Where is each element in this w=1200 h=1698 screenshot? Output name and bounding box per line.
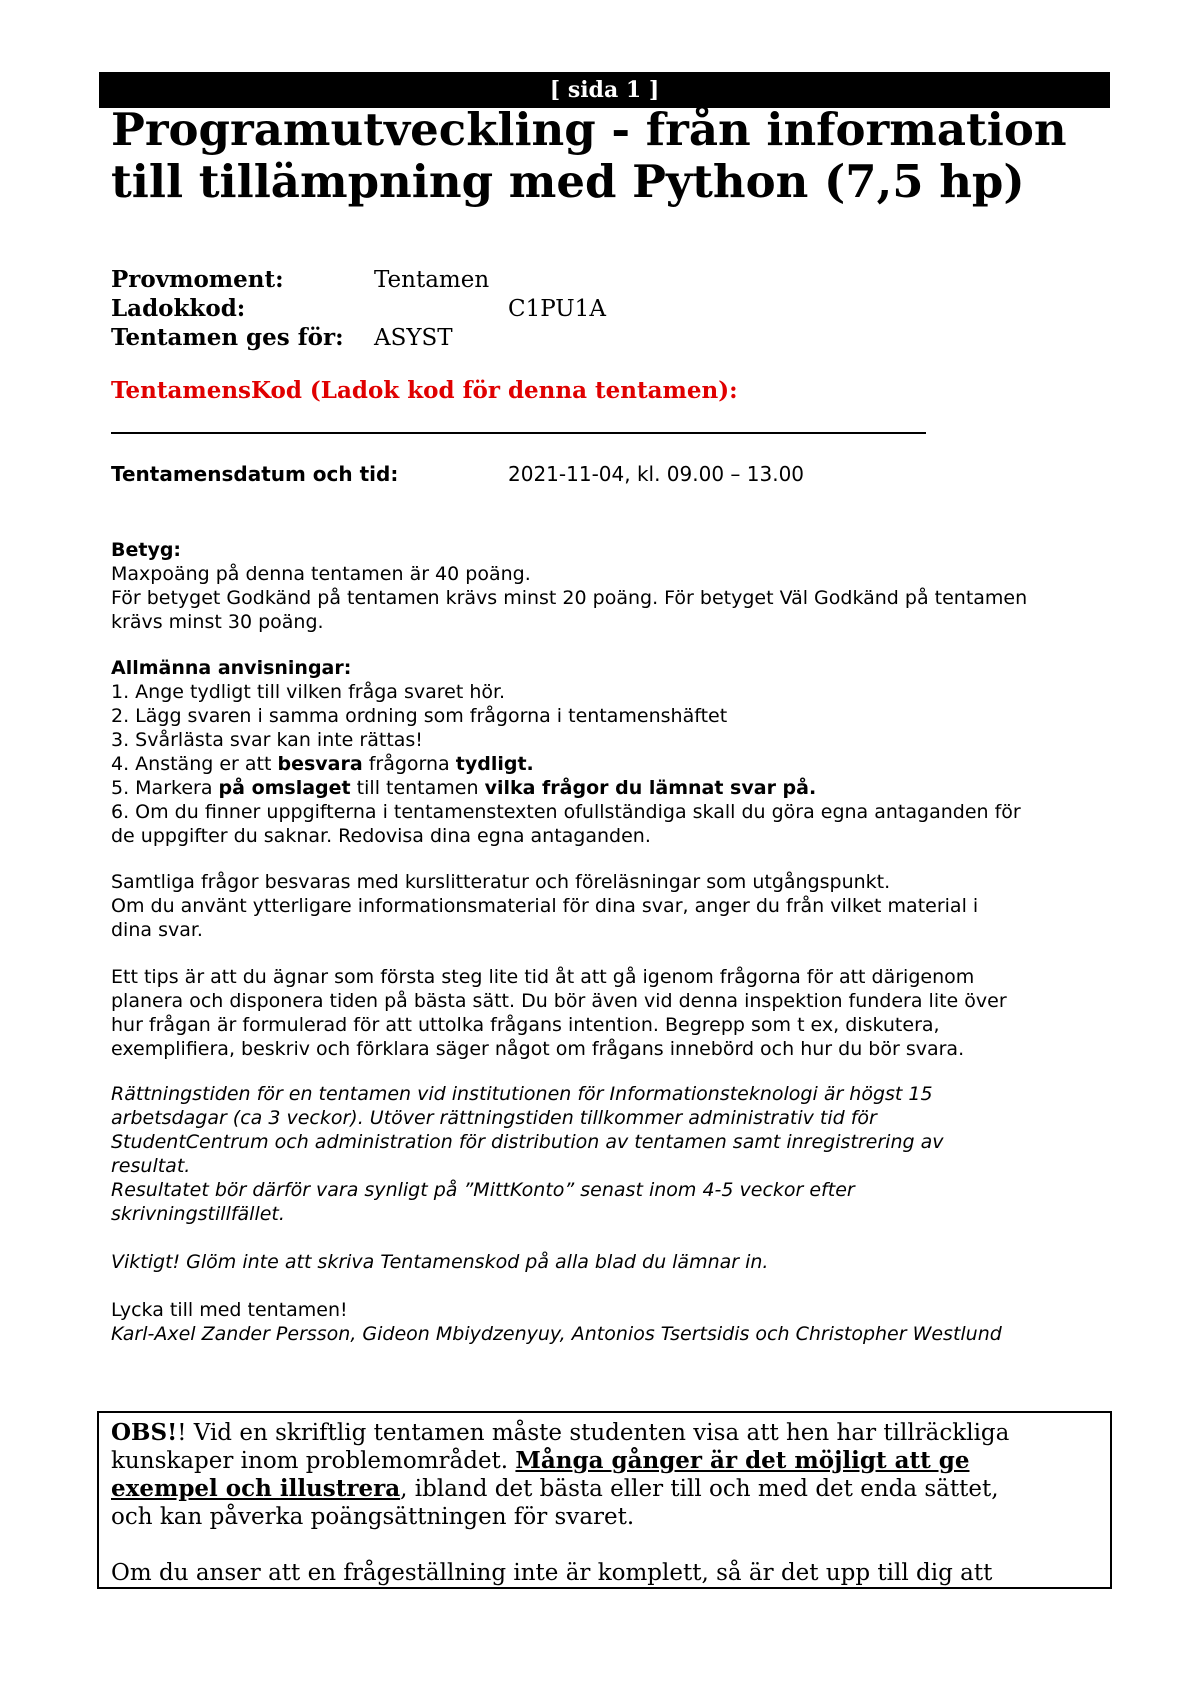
anvisningar-section: [111, 656, 1111, 848]
provmoment-label: Provmoment:: [111, 266, 284, 293]
anvisningar-heading: Allmänna anvisningar:: [111, 657, 352, 679]
ladokkod-label: Ladokkod:: [111, 295, 246, 322]
betyg-line: krävs minst 30 poäng.: [111, 611, 324, 633]
obs-line: kunskaper inom problemområdet. Många gånger är det möjligt att ge: [111, 1447, 970, 1474]
samtliga-paragraph: Samtliga frågor besvaras med kurslitteratur och föreläsningar som utgångspunkt. Om du använt ytterligare informationsmaterial för dina svar, anger du från vilket material i dina svar.: [111, 871, 979, 941]
course-title-line-2: till tillämpning med Python (7,5 hp): [111, 155, 1025, 208]
closing-authors: Karl-Axel Zander Persson, Gideon Mbiydzenyuy, Antonios Tsertsidis och Christopher Westlund: [111, 1323, 1002, 1345]
closing-section: [111, 1298, 1111, 1346]
course-title-line-1: Programutveckling - från information: [111, 103, 1067, 156]
obs-line: OBS!! Vid en skriftlig tentamen måste studenten visa att hen har tillräckliga: [111, 1419, 1010, 1446]
anvisning-item: 6. Om du finner uppgifterna i tentamenstexten ofullständiga skall du göra egna antaganden för: [111, 801, 1021, 823]
viktigt-note: Viktigt! Glöm inte att skriva Tentamenskod på alla blad du lämnar in.: [111, 1251, 769, 1273]
exam-date-label: Tentamensdatum och tid:: [111, 462, 399, 486]
obs-line: exempel och illustrera, ibland det bästa eller till och med det enda sättet,: [111, 1475, 999, 1502]
anvisning-item: 5. Markera på omslaget till tentamen vilka frågor du lämnat svar på.: [111, 777, 817, 799]
betyg-line: För betyget Godkänd på tentamen krävs minst 20 poäng. För betyget Väl Godkänd på tentamen: [111, 587, 1028, 609]
obs-line: Om du anser att en frågeställning inte är komplett, så är det upp till dig att: [111, 1560, 993, 1586]
anvisning-item: 4. Anstäng er att besvara frågorna tydligt.: [111, 753, 534, 775]
anvisning-item: 2. Lägg svaren i samma ordning som frågorna i tentamenshäftet: [111, 705, 728, 727]
obs-notice-box: [97, 1411, 1112, 1589]
provmoment-value: Tentamen: [374, 267, 490, 293]
tentamenskod-write-line: [111, 432, 926, 434]
betyg-line: Maxpoäng på denna tentamen är 40 poäng.: [111, 563, 531, 585]
exam-date-value: 2021-11-04, kl. 09.00 – 13.00: [508, 462, 805, 486]
betyg-heading: Betyg:: [111, 539, 182, 561]
anvisning-item: de uppgifter du saknar. Redovisa dina egna antaganden.: [111, 825, 651, 847]
tips-paragraph: Ett tips är att du ägnar som första steg lite tid åt att gå igenom frågorna för att därigenom planera och disponera tiden på bästa sätt. Du bör även vid denna inspektion fundera lite över hur frågan är formulerad för att uttolka frågans intention. Begrepp som t ex, diskutera, exemplifiera, beskriv och förklara säger något om frågans innebörd och hur du bör svara.: [111, 966, 1007, 1060]
ges-for-label: Tentamen ges för:: [111, 324, 344, 351]
obs-line: och kan påverka poängsättningen för svaret.: [111, 1504, 635, 1530]
course-title: [111, 104, 1111, 208]
closing-greeting: Lycka till med tentamen!: [111, 1299, 348, 1321]
tentamenskod-label: TentamensKod (Ladok kod för denna tentamen):: [111, 377, 738, 404]
anvisning-item: 1. Ange tydligt till vilken fråga svaret hör.: [111, 681, 506, 703]
betyg-section: [111, 538, 1111, 634]
rattningstid-paragraph: Rättningstiden för en tentamen vid institutionen för Informationsteknologi är högst 15 arbetsdagar (ca 3 veckor). Utöver rättningstiden tillkommer administrativ tid för StudentCentrum och administration för distribution av tentamen samt inregistrering av resultat. Resultatet bör därför vara synligt på ”MittKonto” senast inom 4-5 veckor efter skrivningstillfället.: [111, 1083, 944, 1225]
anvisning-item: 3. Svårlästa svar kan inte rättas!: [111, 729, 423, 751]
ladokkod-value: C1PU1A: [508, 296, 606, 322]
ges-for-value: ASYST: [374, 325, 453, 351]
obs-spacer: [111, 1531, 1101, 1559]
page-number-banner: [ sida 1 ]: [99, 72, 1110, 108]
